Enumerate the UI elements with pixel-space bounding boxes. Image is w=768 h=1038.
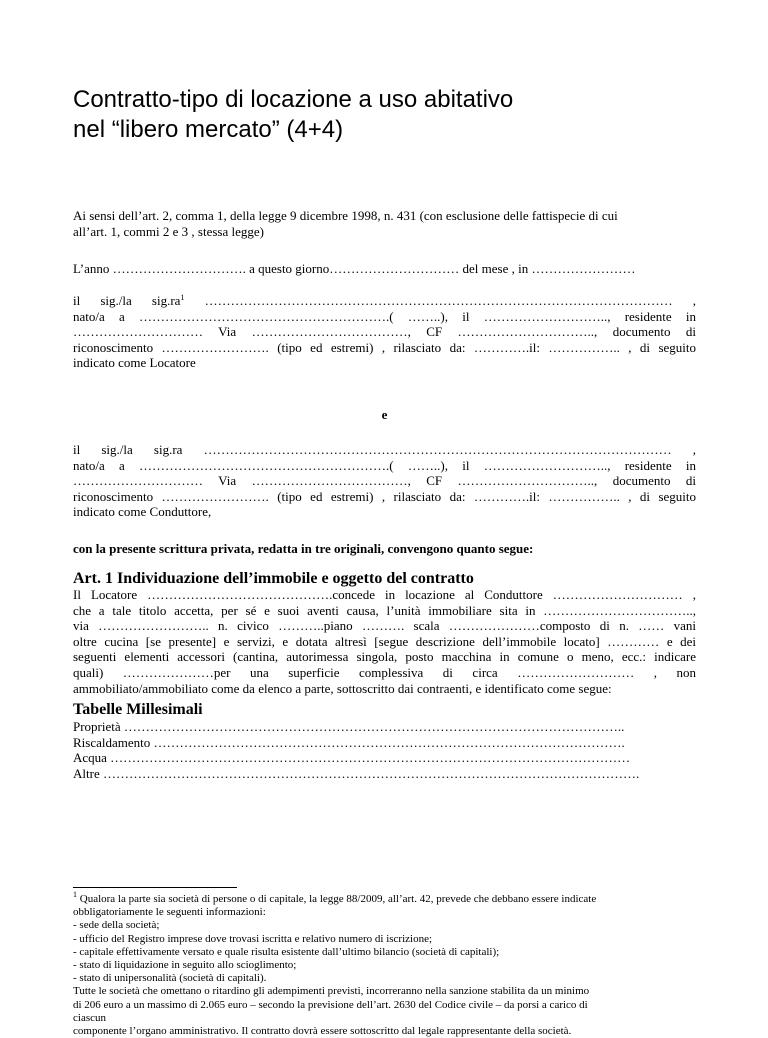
art1-line-6: quali) …………………per una superficie complessiva di circa ……………………… , non bbox=[73, 664, 696, 680]
convengono-text: con la presente scrittura privata, redatta in tre originali, convengono quanto segue: bbox=[73, 541, 534, 556]
art1-line-4: oltre cucina [se presente] e servizi, e dotata altresì [segue descrizione dell’immobile locato] ………… e dei bbox=[73, 633, 696, 649]
locatore-paragraph bbox=[73, 293, 696, 371]
conduttore-line-1: il sig./la sig.ra ……………………………………………………………………………………………… , bbox=[73, 442, 696, 457]
contract-title bbox=[73, 85, 713, 145]
art1-line-2: che a tale titolo accetta, per sé e suoi aventi causa, l’unità immobiliare sita in …………………………….., bbox=[73, 602, 696, 618]
locatore-line-2: nato/a a ………………………………………………….( ……..), il ……………………….., residente in bbox=[73, 308, 696, 324]
tabelle-row-altre: Altre ……………………………………………………………………………………………………………. bbox=[73, 765, 640, 781]
conduttore-line-2: nato/a a ………………………………………………….( ……..), il ……………………….., residente in bbox=[73, 457, 696, 473]
footnote-line-2: obbligatoriamente le seguenti informazioni: bbox=[73, 906, 266, 919]
tabelle-list bbox=[73, 719, 696, 781]
locatore-line-3: ………………………… Via ………………………………, CF ………………………….., documento di bbox=[73, 324, 696, 340]
e-separator: e bbox=[381, 407, 388, 422]
art1-line-7: ammobiliato/ammobiliato come da elenco a parte, sottoscritto dai contraenti, e identificato come segue: bbox=[73, 680, 612, 696]
tabelle-heading: Tabelle Millesimali bbox=[73, 701, 203, 718]
conduttore-line-4: riconoscimento ……………………. (tipo ed estremi) , rilasciato da: ………….il: …………….. , di seguito bbox=[73, 488, 696, 504]
intro-paragraph bbox=[73, 208, 696, 239]
footnote-line-1 bbox=[73, 890, 696, 906]
art1-paragraph bbox=[73, 587, 696, 696]
footnote-line-11: componente l’organo amministrativo. Il contratto dovrà essere sottoscritto dal legale rappresentante della società. bbox=[73, 1025, 572, 1038]
locatore-line-4: riconoscimento ……………………. (tipo ed estremi) , rilasciato da: ………….il: …………….. , di seguito bbox=[73, 339, 696, 355]
art1-line-3: via …………………….. n. civico ………..piano ………. scala …………………composto di n. …… vani bbox=[73, 618, 696, 634]
footnote-line-1-text: Qualora la parte sia società di persone o di capitale, la legge 88/2009, all’art. 42, prevede che debbano essere indicate bbox=[77, 893, 597, 905]
intro-line-2: all’art. 1, commi 2 e 3 , stessa legge) bbox=[73, 223, 264, 239]
anno-line: L’anno …………………………. a questo giorno………………………… del mese , in …………………… bbox=[73, 261, 636, 276]
locatore-label: il sig./la sig.ra bbox=[73, 293, 181, 308]
conduttore-line-5: indicato come Conduttore, bbox=[73, 504, 212, 520]
tabelle-row-riscaldamento: Riscaldamento ………………………………………………………………………………………………. bbox=[73, 734, 625, 750]
tabelle-row-proprieta: Proprietà …………………………………………………………………………………………………….. bbox=[73, 719, 625, 734]
footnote-line-6: - stato di liquidazione in seguito allo scioglimento; bbox=[73, 959, 297, 972]
title-line-2: nel “libero mercato” (4+4) bbox=[73, 116, 344, 143]
tabelle-row-acqua: Acqua ………………………………………………………………………………………………………… bbox=[73, 750, 631, 766]
intro-line-1: Ai sensi dell’art. 2, comma 1, della legge 9 dicembre 1998, n. 431 (con esclusione delle fattispecie di cui bbox=[73, 208, 618, 223]
footnote-number: 1 bbox=[73, 890, 77, 899]
footnote-line-7: - stato di unipersonalità (società di capitali). bbox=[73, 972, 267, 985]
title-line-1: Contratto-tipo di locazione a uso abitativo bbox=[73, 86, 514, 113]
footnote-line-5: - capitale effettivamente versato e quale risulta esistente dall’ultimo bilancio (società di capitali); bbox=[73, 945, 500, 958]
convengono-statement bbox=[73, 541, 696, 557]
footnote-reference: 1 bbox=[180, 293, 185, 302]
art1-line-1: Il Locatore …………………………………….concede in locazione al Conduttore ………………………… , bbox=[73, 587, 696, 602]
conduttore-paragraph bbox=[73, 442, 696, 520]
anno-paragraph bbox=[73, 261, 696, 277]
art1-line-5: seguenti elementi accessori (cantina, autorimessa singola, posto macchina in comune o meno, ecc.: indicare bbox=[73, 649, 696, 665]
locatore-line-1-rest: ……………………………………………………………………………………………… , bbox=[184, 293, 696, 308]
conduttore-line-3: ………………………… Via ………………………………, CF ………………………….., documento di bbox=[73, 473, 696, 489]
footnote-line-3: - sede della società; bbox=[73, 919, 160, 932]
footnote-line-10: ciascun bbox=[73, 1011, 106, 1024]
footnote-line-4: - ufficio del Registro imprese dove trovasi iscritta e relativo numero di iscrizione; bbox=[73, 932, 433, 945]
footnote-line-8: Tutte le società che omettano o ritardino gli adempimenti previsti, incorreranno nella sanzione stabilita da un minimo bbox=[73, 985, 590, 998]
footnote-line-9: di 206 euro a un massimo di 2.065 euro – secondo la previsione dell’art. 2630 del Codice civile – da porsi a carico di bbox=[73, 998, 588, 1011]
art1-heading: Art. 1 Individuazione dell’immobile e oggetto del contratto bbox=[73, 570, 474, 587]
footnote-separator bbox=[73, 887, 237, 888]
locatore-line-1 bbox=[73, 293, 696, 309]
locatore-line-5: indicato come Locatore bbox=[73, 355, 196, 371]
footnote bbox=[73, 890, 696, 1038]
